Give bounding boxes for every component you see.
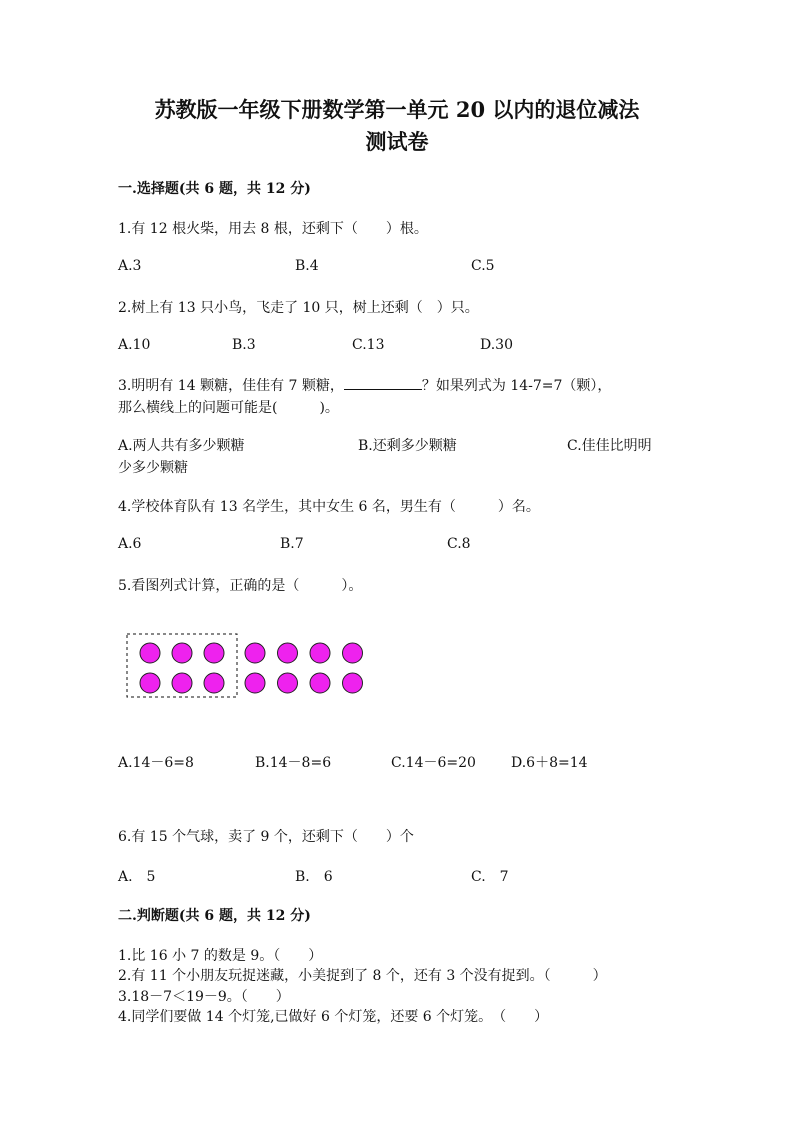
dot bbox=[245, 673, 265, 693]
q2-option-b: B.3 bbox=[232, 337, 256, 353]
dot bbox=[343, 643, 363, 663]
q3-text-part1: 3.明明有 14 颗糖，佳佳有 7 颗糖， bbox=[118, 378, 344, 394]
question-4: 4.学校体育队有 13 名学生，其中女生 6 名，男生有（ ）名。 bbox=[118, 499, 540, 515]
boxed-dot bbox=[172, 673, 192, 693]
dot bbox=[310, 673, 330, 693]
q5-option-d: D.6＋8=14 bbox=[511, 755, 588, 771]
section-heading-judgement: 二.判断题(共 6 题，共 12 分) bbox=[118, 908, 311, 924]
q1-option-b: B.4 bbox=[295, 258, 319, 274]
answer-blank-line bbox=[344, 375, 422, 390]
page-title bbox=[0, 94, 794, 158]
q2-option-c: C.13 bbox=[352, 337, 385, 353]
q5-option-c: C.14－6=20 bbox=[391, 755, 476, 771]
dot bbox=[343, 673, 363, 693]
q4-option-c: C.8 bbox=[447, 536, 471, 552]
q4-option-b: B.7 bbox=[280, 536, 304, 552]
boxed-dot bbox=[204, 673, 224, 693]
dot bbox=[310, 643, 330, 663]
boxed-dot bbox=[140, 673, 160, 693]
title-line-2: 测试卷 bbox=[365, 129, 429, 154]
q3-option-b: B.还剩多少颗糖 bbox=[358, 438, 457, 454]
dots-group bbox=[140, 643, 363, 693]
q4-option-a: A.6 bbox=[118, 536, 142, 552]
q1-option-c: C.5 bbox=[471, 258, 495, 274]
q6-option-c: C. 7 bbox=[471, 869, 509, 885]
dot bbox=[278, 643, 298, 663]
q5-option-a: A.14－6=8 bbox=[118, 755, 194, 771]
q5-option-b: B.14－8=6 bbox=[255, 755, 332, 771]
q3-text-part2: ？如果列式为 14-7=7（颗）， bbox=[421, 378, 612, 394]
q6-option-b: B. 6 bbox=[295, 869, 333, 885]
judgement-item-2: 2.有 11 个小朋友玩捉迷藏，小美捉到了 8 个，还有 3 个没有捉到。（ ） bbox=[118, 968, 607, 984]
boxed-dot bbox=[140, 643, 160, 663]
judgement-item-1: 1.比 16 小 7 的数是 9。（ ） bbox=[118, 948, 323, 964]
q2-option-a: A.10 bbox=[118, 337, 151, 353]
question-5: 5.看图列式计算，正确的是（ ）。 bbox=[118, 578, 363, 594]
question-6: 6.有 15 个气球，卖了 9 个，还剩下（ ）个 bbox=[118, 829, 414, 845]
dots-figure bbox=[118, 624, 378, 704]
q1-option-a: A.3 bbox=[118, 258, 142, 274]
judgement-item-4: 4.同学们要做 14 个灯笼,已做好 6 个灯笼，还要 6 个灯笼。 （ ） bbox=[118, 1009, 549, 1025]
question-3 bbox=[118, 375, 611, 419]
dot bbox=[278, 673, 298, 693]
boxed-dot bbox=[204, 643, 224, 663]
judgement-item-3: 3.18－7＜19－9。（ ） bbox=[118, 989, 290, 1005]
q3-text-line2: 那么横线上的问题可能是( )。 bbox=[118, 400, 339, 416]
boxed-dot bbox=[172, 643, 192, 663]
question-2: 2.树上有 13 只小鸟，飞走了 10 只，树上还剩（ ）只。 bbox=[118, 300, 479, 316]
q6-option-a: A. 5 bbox=[118, 869, 156, 885]
section-heading-choice: 一.选择题(共 6 题，共 12 分) bbox=[118, 181, 311, 197]
q3-option-c: C.佳佳比明明 bbox=[567, 438, 652, 454]
question-1: 1.有 12 根火柴，用去 8 根，还剩下（ ）根。 bbox=[118, 221, 428, 237]
dot bbox=[245, 643, 265, 663]
q2-option-d: D.30 bbox=[480, 337, 513, 353]
q3-option-a: A.两人共有多少颗糖 bbox=[118, 438, 245, 454]
q3-option-c-continuation: 少多少颗糖 bbox=[118, 460, 188, 476]
title-line-1: 苏教版一年级下册数学第一单元 20 以内的退位减法 bbox=[154, 97, 640, 122]
